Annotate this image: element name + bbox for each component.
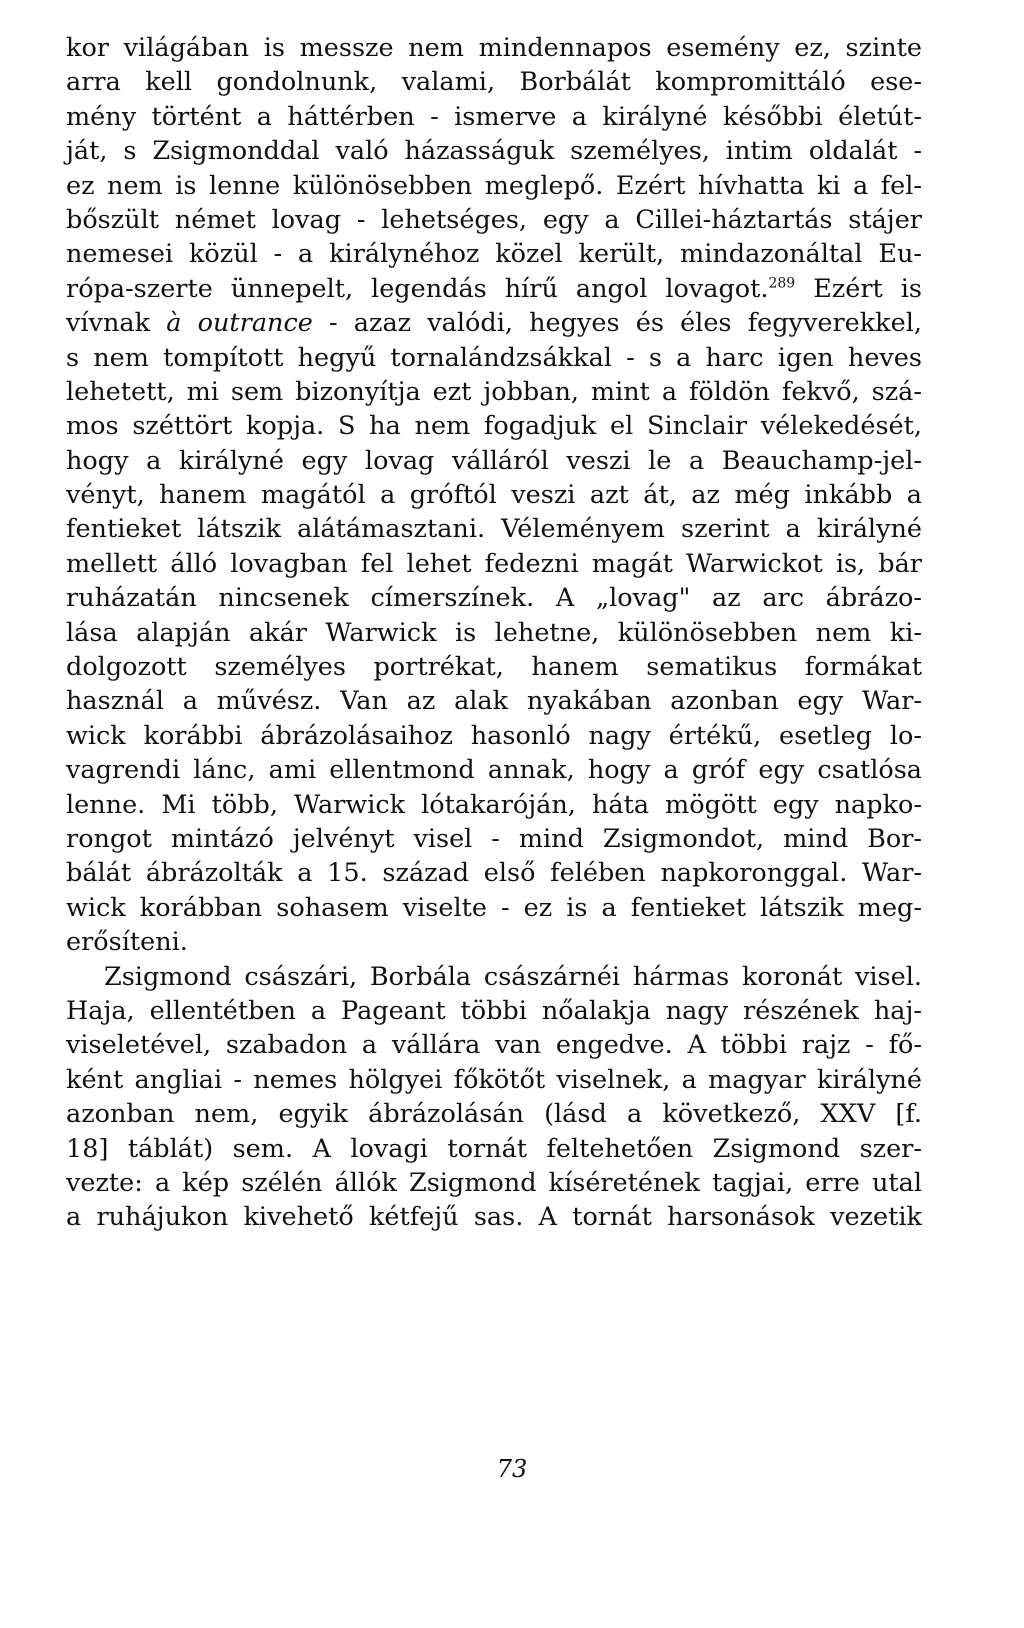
text-line: s nem tompított hegyű tornalándzsákkal - s a harc igen heves	[66, 342, 922, 373]
text-line: mény történt a háttérben - ismerve a királyné későbbi életút-	[66, 101, 922, 132]
text-line: lenne. Mi több, Warwick lótakaróján, háta mögött egy napko-	[66, 789, 922, 820]
text-line: azonban nem, egyik ábrázolásán (lásd a következő, XXV [f.	[66, 1099, 922, 1130]
text-line: bálát ábrázolták a 15. század első felében napkoronggal. War-	[66, 858, 922, 889]
text-line: ként angliai - nemes hölgyei főkötőt viselnek, a magyar királyné	[66, 1064, 922, 1095]
text-line: vényt, hanem magától a gróftól veszi azt át, az még inkább a	[66, 480, 922, 511]
text-line: lása alapján akár Warwick is lehetne, különösebben nem ki-	[66, 617, 922, 648]
text-line: ruházatán nincsenek címerszínek. A „lovag" az arc ábrázo-	[66, 583, 922, 614]
text-line	[66, 272, 922, 306]
text-line: használ a művész. Van az alak nyakában azonban egy War-	[66, 686, 922, 717]
text-segment: vívnak	[66, 308, 167, 339]
text-segment: rópa-szerte ünnepelt, legendás hírű angol lovagot.	[66, 273, 769, 304]
page-number: 73	[496, 1455, 528, 1483]
text-line: mellett álló lovagban fel lehet fedezni magát Warwickot is, bár	[66, 548, 922, 579]
text-line: Zsigmond császári, Borbála császárnéi hármas koronát visel.	[104, 961, 922, 992]
text-line: viseletével, szabadon a vállára van engedve. A többi rajz - fő-	[66, 1030, 922, 1061]
text-line: vagrendi lánc, ami ellentmond annak, hogy a gróf egy csatlósa	[66, 755, 922, 786]
body-text	[66, 31, 922, 1235]
text-line: bőszült német lovag - lehetséges, egy a Cillei-háztartás stájer	[66, 204, 922, 235]
text-line: a ruhájukon kivehető kétfejű sas. A tornát harsonások vezetik	[66, 1202, 922, 1233]
text-line: nemesei közül - a királynéhoz közel került, mindazonáltal Eu-	[66, 239, 922, 270]
text-segment: Ezért is	[795, 273, 922, 304]
text-line: vezte: a kép szélén állók Zsigmond kíséretének tagjai, erre utal	[66, 1167, 922, 1198]
text-line: ez nem is lenne különösebben meglepő. Ezért hívhatta ki a fel-	[66, 170, 922, 201]
text-line: mos széttört kopja. S ha nem fogadjuk el Sinclair vélekedését,	[66, 411, 922, 442]
text-line: ját, s Zsigmonddal való házasságuk személyes, intim oldalát -	[66, 136, 922, 167]
text-line: Haja, ellentétben a Pageant többi nőalakja nagy részének haj-	[66, 995, 922, 1026]
text-line: wick korábbi ábrázolásaihoz hasonló nagy értékű, esetleg lo-	[66, 720, 922, 751]
text-line: lehetett, mi sem bizonyítja ezt jobban, mint a földön fekvő, szá-	[66, 376, 922, 407]
footnote-marker: 289	[768, 275, 796, 292]
text-line: arra kell gondolnunk, valami, Borbálát kompromittáló ese-	[66, 67, 922, 98]
text-line: hogy a királyné egy lovag válláról veszi le a Beauchamp-jel-	[66, 445, 922, 476]
text-line: erősíteni.	[66, 927, 188, 958]
text-line: kor világában is messze nem mindennapos esemény ez, szinte	[66, 33, 922, 63]
italic-phrase: à outrance	[166, 308, 313, 339]
text-line: dolgozott személyes portrékat, hanem sematikus formákat	[66, 652, 922, 683]
text-line: fentieket látszik alátámasztani. Véleményem szerint a királyné	[66, 514, 922, 545]
text-line	[66, 306, 922, 340]
text-line: wick korábban sohasem viselte - ez is a fentieket látszik meg-	[66, 892, 922, 923]
text-line: 18] táblát) sem. A lovagi tornát feltehetően Zsigmond szer-	[66, 1133, 922, 1164]
text-segment: - azaz valódi, hegyes és éles fegyverekkel,	[312, 308, 922, 339]
text-line: rongot mintázó jelvényt visel - mind Zsigmondot, mind Bor-	[66, 823, 922, 854]
